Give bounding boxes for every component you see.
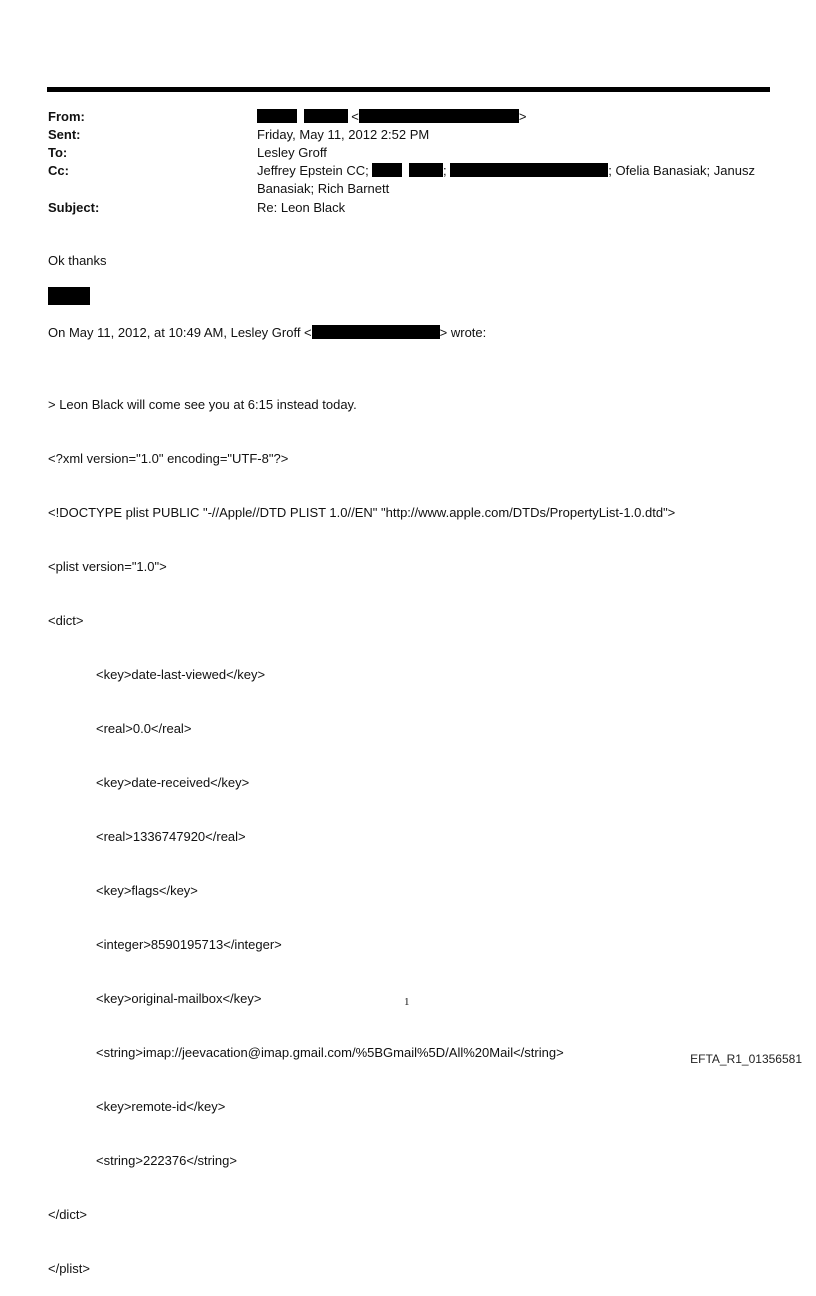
to-label: To: <box>48 145 68 160</box>
redaction-box <box>409 163 443 177</box>
subject-label: Subject: <box>48 200 100 215</box>
document-id: EFTA_R1_01356581 <box>690 1052 802 1066</box>
cc-value <box>257 162 755 180</box>
quote-intro-end: > wrote: <box>439 325 487 340</box>
plist-line: <integer>8590195713</integer> <box>96 937 282 952</box>
cc-value-line2: Banasiak; Rich Barnett <box>257 181 390 196</box>
plist-line: <real>0.0</real> <box>96 721 192 736</box>
plist-line: <real>1336747920</real> <box>96 829 246 844</box>
quoted-line: <dict> <box>48 613 84 628</box>
plist-line: <key>date-last-viewed</key> <box>96 667 266 682</box>
cc-part2: ; Ofelia Banasiak; Janusz <box>608 163 755 178</box>
sent-label: Sent: <box>48 127 81 142</box>
redaction-box <box>304 109 348 123</box>
quoted-message <box>48 360 675 1296</box>
plist-line: </dict> <box>48 1207 88 1222</box>
redaction-box <box>359 109 519 123</box>
plist-line: <string>imap://jeevacation@imap.gmail.com/%5BGmail%5D/All%20Mail</string> <box>96 1045 564 1060</box>
plist-line: <string>222376</string> <box>96 1153 237 1168</box>
cc-part1: Jeffrey Epstein CC; <box>257 163 369 178</box>
redaction-box <box>257 109 297 123</box>
quote-intro <box>48 324 486 342</box>
reply-text: Ok thanks <box>48 253 107 268</box>
plist-line: <key>remote-id</key> <box>96 1099 226 1114</box>
from-value <box>257 108 526 126</box>
plist-line: <key>flags</key> <box>96 883 198 898</box>
plist-line: </plist> <box>48 1261 90 1276</box>
cc-separator: ; <box>443 163 447 178</box>
redaction-box <box>372 163 402 177</box>
cc-label: Cc: <box>48 163 69 178</box>
subject-value: Re: Leon Black <box>257 200 346 215</box>
plist-line: <key>original-mailbox</key> <box>96 991 262 1006</box>
redaction-box <box>450 163 608 177</box>
quoted-line: <plist version="1.0"> <box>48 559 167 574</box>
quoted-line: <?xml version="1.0" encoding="UTF-8"?> <box>48 451 289 466</box>
signature-redaction <box>48 287 90 305</box>
sent-value: Friday, May 11, 2012 2:52 PM <box>257 127 430 142</box>
quoted-line: <!DOCTYPE plist PUBLIC "-//Apple//DTD PLIST 1.0//EN" "http://www.apple.com/DTDs/PropertyList-1.0.dtd"> <box>48 505 676 520</box>
quote-intro-start: On May 11, 2012, at 10:49 AM, Lesley Groff < <box>48 325 312 340</box>
from-close-bracket: > <box>518 109 527 124</box>
redaction-box <box>312 325 440 339</box>
plist-line: <key>date-received</key> <box>96 775 250 790</box>
header-rule <box>47 87 770 92</box>
page-number: 1 <box>404 996 410 1008</box>
from-label: From: <box>48 109 85 124</box>
to-value: Lesley Groff <box>257 145 327 160</box>
from-open-bracket: < <box>351 109 359 124</box>
quoted-line: > Leon Black will come see you at 6:15 instead today. <box>48 397 357 412</box>
